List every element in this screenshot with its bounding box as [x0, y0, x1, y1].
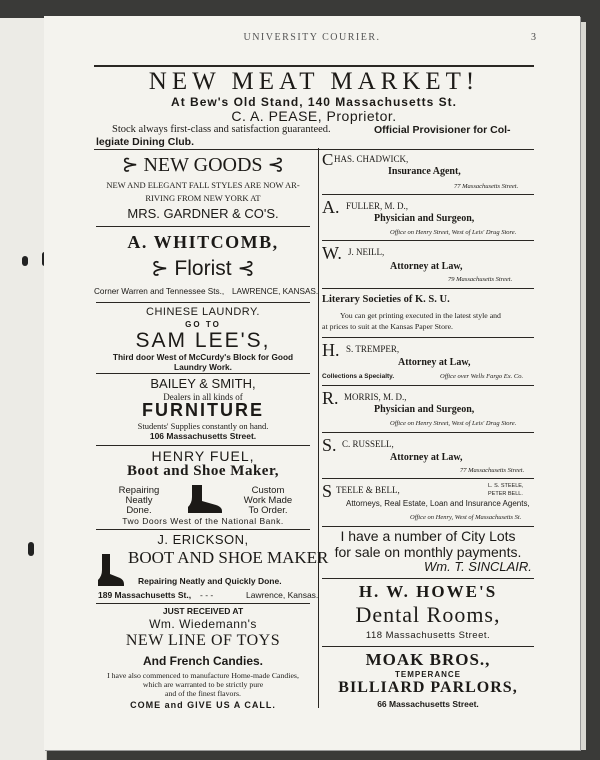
toys-store: Wm. Wiedemann's	[149, 617, 257, 631]
russell-trade: Attorney at Law,	[390, 452, 463, 463]
whitcomb-city: LAWRENCE, KANSAS.	[232, 287, 319, 296]
steele-trade: Attorneys, Real Estate, Loan and Insurance Agents,	[346, 499, 530, 508]
fuller-initial: A.	[322, 197, 340, 217]
ad-separator	[322, 646, 534, 647]
chadwick-address: 77 Massachusetts Street.	[454, 183, 519, 190]
russell-address: 77 Massachusetts Street.	[460, 467, 525, 474]
chadwick-name: HAS. CHADWICK,	[334, 154, 409, 164]
toys-note: which are warranted to be strictly pure	[142, 680, 264, 689]
erickson-repairing: Repairing Neatly and Quickly Done.	[138, 576, 282, 586]
russell-name: C. RUSSELL,	[342, 439, 394, 449]
meat-market-tagline: Stock always first-class and satisfaction guaranteed.	[112, 124, 331, 135]
ad-separator	[322, 526, 534, 527]
ad-separator	[96, 373, 310, 374]
ad-separator	[322, 288, 534, 289]
steele-name: TEELE & BELL,	[336, 485, 400, 495]
laundry-goto: GO TO	[185, 320, 221, 329]
neill-address: 79 Massachusetts Street.	[448, 276, 513, 283]
erickson-city: Lawrence, Kansas.	[246, 590, 319, 600]
new-goods-line: NEW AND ELEGANT FALL STYLES ARE NOW AR-	[106, 180, 300, 190]
new-goods-title	[96, 152, 310, 177]
howe-name: H. W. HOWE'S	[358, 582, 498, 601]
chadwick-initial: C	[322, 150, 334, 169]
bailey-supplies: Students' Supplies constantly on hand.	[137, 421, 269, 431]
top-rule	[94, 65, 534, 67]
moak-name: MOAK BROS.,	[365, 650, 491, 669]
ad-separator	[322, 478, 534, 479]
boot-icon	[96, 552, 126, 588]
fuel-custom-line: Custom	[251, 485, 285, 496]
ad-separator	[322, 240, 534, 241]
ad-separator	[322, 385, 534, 386]
laundry-address-cont: Laundry Work.	[174, 362, 232, 372]
ink-mark	[22, 256, 28, 266]
chadwick-trade: Insurance Agent,	[388, 166, 461, 177]
toys-received: JUST RECEIVED AT	[162, 606, 244, 616]
fuller-address: Office on Henry Street, West of Leis' Drug Store.	[390, 229, 517, 236]
literary-title: Literary Societies of K. S. U.	[322, 294, 450, 305]
fuel-repairing	[100, 486, 178, 516]
tremper-office: Office over Wells Fargo Ex. Co.	[440, 373, 524, 380]
fuel-address: Two Doors West of the National Bank.	[122, 516, 284, 526]
bailey-line: Dealers in all kinds of	[163, 392, 243, 402]
bailey-address: 106 Massachusetts Street.	[149, 431, 257, 441]
new-goods-store: MRS. GARDNER & CO'S.	[127, 206, 279, 221]
page-number: 3	[531, 32, 536, 43]
meat-market-provisioner-cont: legiate Dining Club.	[96, 136, 195, 148]
meat-market-title: NEW MEAT MARKET!	[148, 68, 480, 95]
fuel-name: HENRY FUEL,	[151, 448, 255, 464]
morris-address: Office on Henry Street, West of Leis' Drug Store.	[390, 420, 517, 427]
neill-name: J. NEILL,	[348, 247, 385, 257]
ad-separator	[96, 445, 310, 446]
erickson-address: 189 Massachusetts St.,	[98, 590, 192, 600]
section-rule	[94, 149, 534, 150]
erickson-trade: BOOT AND SHOE MAKER	[128, 548, 329, 567]
fuel-custom	[226, 486, 310, 516]
bailey-name: BAILEY & SMITH,	[150, 376, 256, 391]
whitcomb-address: Corner Warren and Tennessee Sts.,	[94, 287, 225, 296]
ad-separator	[322, 432, 534, 433]
ad-separator	[96, 529, 310, 530]
fuel-trade: Boot and Shoe Maker,	[127, 463, 279, 479]
ad-separator	[96, 603, 310, 604]
howe-trade: Dental Rooms,	[355, 602, 501, 627]
erickson-dashes: - - -	[200, 590, 214, 600]
fuel-custom-line: To Order.	[248, 505, 288, 516]
meat-market-provisioner: Official Provisioner for Col-	[374, 124, 511, 136]
steele-initial: S	[322, 481, 333, 501]
fuller-trade: Physician and Surgeon,	[374, 213, 475, 224]
meat-market-location: At Bew's Old Stand, 140 Massachusetts St.	[171, 95, 457, 109]
toys-subtitle: And French Candies.	[142, 654, 264, 668]
sinclair-line: I have a number of City Lots	[340, 528, 516, 544]
fuel-repairing-line: Neatly	[125, 495, 153, 506]
toys-title: NEW LINE OF TOYS	[125, 632, 281, 649]
ornament-icon: ⊱	[121, 154, 144, 176]
moak-temperance: TEMPERANCE	[394, 670, 461, 679]
whitcomb-trade-text: Florist	[174, 257, 232, 280]
russell-initial: S.	[322, 435, 337, 455]
howe-address: 118 Massachusetts Street.	[365, 630, 491, 641]
tremper-initial: H.	[322, 340, 340, 360]
toys-note: I have also commenced to manufacture Home-made Candies,	[107, 671, 299, 680]
bailey-trade: FURNITURE	[142, 400, 264, 420]
literary-line: You can get printing executed in the latest style and	[340, 311, 501, 320]
steele-partner: L. S. STEELE,	[488, 483, 524, 489]
toys-note: and of the finest flavors.	[165, 689, 241, 698]
fuller-name: FULLER, M. D.,	[346, 201, 409, 211]
literary-line: at prices to suit at the Kansas Paper Store.	[322, 322, 453, 331]
ad-separator	[322, 194, 534, 195]
toys-closing: COME and GIVE US A CALL.	[130, 700, 276, 710]
morris-initial: R.	[322, 388, 339, 408]
running-title: UNIVERSITY COURIER.	[243, 32, 381, 43]
neill-trade: Attorney at Law,	[390, 261, 463, 272]
laundry-name: SAM LEE'S,	[135, 329, 271, 352]
whitcomb-trade	[96, 256, 310, 281]
morris-trade: Physician and Surgeon,	[374, 404, 475, 415]
ornament-icon: ⊱	[150, 257, 175, 280]
meat-market-proprietor: C. A. PEASE, Proprietor.	[231, 108, 397, 124]
whitcomb-name: A. WHITCOMB,	[127, 232, 279, 252]
moak-trade: BILLIARD PARLORS,	[338, 679, 518, 696]
steele-address: Office on Henry, West of Massachusetts St.	[410, 514, 522, 521]
fuel-custom-line: Work Made	[243, 495, 293, 506]
column-divider	[318, 148, 319, 708]
new-goods-line: RIVING FROM NEW YORK AT	[145, 193, 261, 203]
tremper-name: S. TREMPER,	[346, 344, 400, 354]
laundry-address: Third door West of McCurdy's Block for Good	[112, 352, 294, 362]
moak-address: 66 Massachusetts Street.	[377, 699, 479, 709]
sinclair-signature: Wm. T. SINCLAIR.	[424, 559, 532, 574]
fuel-repairing-line: Repairing	[118, 485, 160, 496]
new-goods-title-text: NEW GOODS	[143, 154, 263, 176]
ad-separator	[322, 337, 534, 338]
ornament-icon: ⊰	[262, 154, 285, 176]
ad-separator	[322, 578, 534, 579]
tremper-trade: Attorney at Law,	[398, 357, 471, 368]
steele-partner: PETER BELL.	[488, 491, 523, 497]
erickson-name: J. ERICKSON,	[157, 532, 249, 547]
ad-separator	[96, 226, 310, 227]
previous-page-edge	[0, 18, 47, 760]
laundry-heading: CHINESE LAUNDRY.	[146, 306, 260, 318]
ornament-icon: ⊰	[231, 257, 256, 280]
tremper-specialty: Collections a Specialty.	[322, 373, 395, 380]
ad-separator	[96, 302, 310, 303]
sinclair-line: for sale on monthly payments.	[334, 544, 522, 560]
boot-icon	[184, 483, 224, 515]
fuel-repairing-line: Done.	[126, 505, 152, 516]
ink-mark	[28, 542, 34, 556]
morris-name: MORRIS, M. D.,	[344, 392, 407, 402]
neill-initial: W.	[322, 243, 342, 263]
